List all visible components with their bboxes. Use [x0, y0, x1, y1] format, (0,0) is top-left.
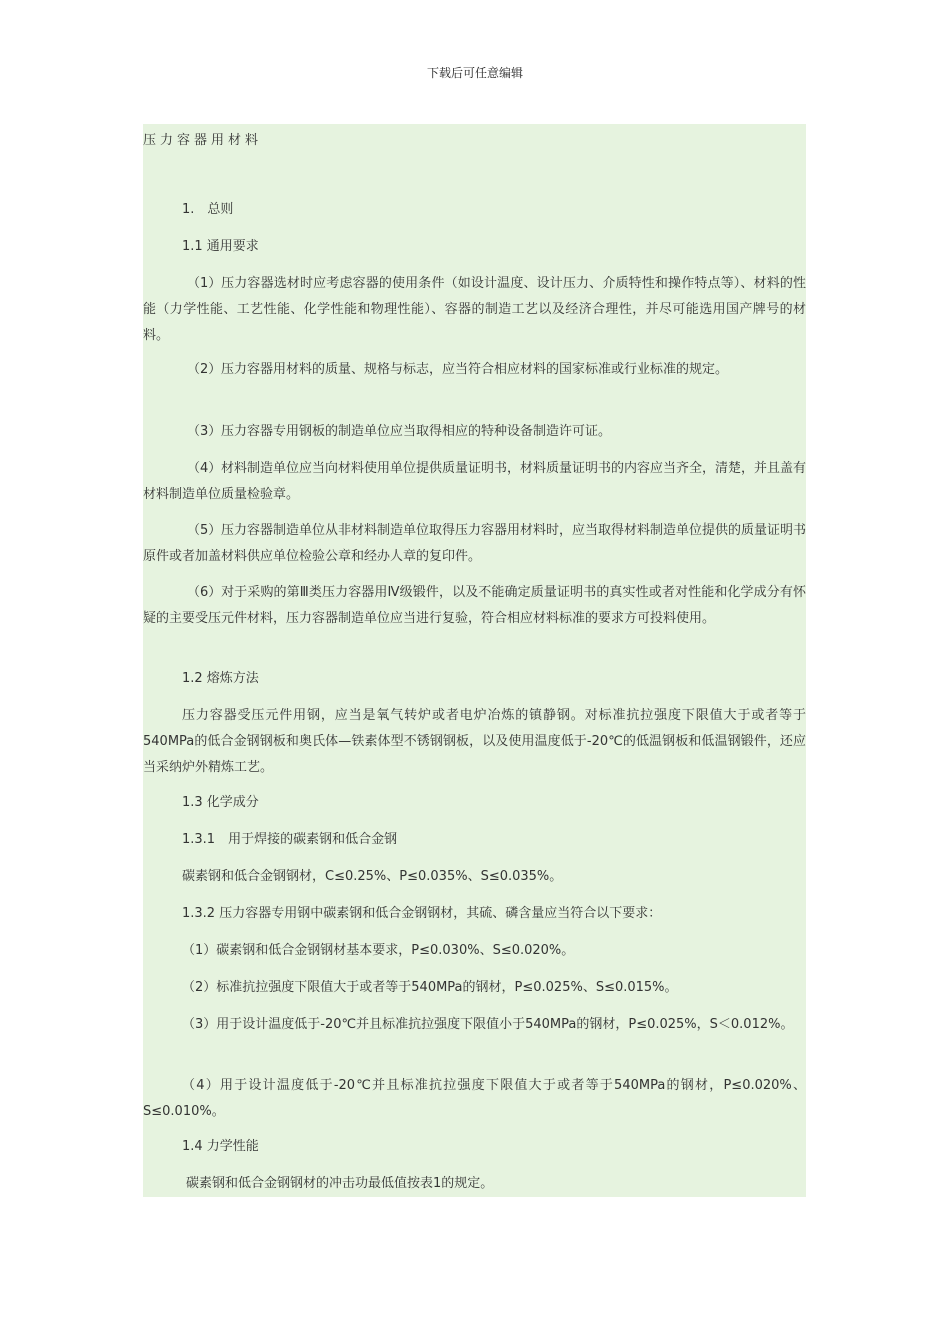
requirement-4: （4）用于设计温度低于-20℃并且标准抗拉强度下限值大于或者等于540MPa的钢材，P≤0.020%、S≤0.010%。 [143, 1078, 806, 1119]
requirement-2: （2）标准抗拉强度下限值大于或者等于540MPa的钢材，P≤0.025%、S≤0.015%。 [182, 980, 678, 995]
item-number: （5） [187, 523, 222, 538]
section-1-4-text: 碳素钢和低合金钢钢材的冲击功最低值按表1的规定。 [186, 1176, 494, 1191]
list-item-5 [143, 518, 806, 570]
item-text: 压力容器选材时应考虑容器的使用条件（如设计温度、设计压力、介质特性和操作特点等）、材料的性能（力学性能、工艺性能、化学性能和物理性能）、容器的制造工艺以及经济合理性，并尽可能选用国产牌号的材料。 [143, 276, 806, 343]
list-item-3 [143, 419, 806, 445]
item-number: （6） [187, 585, 222, 600]
section-1-heading: 1. 总则 [182, 202, 234, 217]
document-title: 压力容器用材料 [143, 133, 263, 148]
item-text: 压力容器专用钢板的制造单位应当取得相应的特种设备制造许可证。 [221, 424, 612, 439]
list-item-4 [143, 456, 806, 508]
section-1-2-heading: 1.2 熔炼方法 [182, 671, 259, 686]
section-1-3-heading: 1.3 化学成分 [182, 795, 259, 810]
list-item-6 [143, 580, 806, 632]
item-number: （4） [187, 461, 222, 476]
page-header: 下载后可任意编辑 [426, 66, 523, 80]
item-text: 对于采购的第Ⅲ类压力容器用Ⅳ级锻件，以及不能确定质量证明书的真实性或者对性能和化学成分有怀疑的主要受压元件材料，压力容器制造单位应当进行复验，符合相应材料标准的要求方可投料使用。 [143, 585, 806, 626]
section-1-3-1-heading: 1.3.1 用于焊接的碳素钢和低合金钢 [182, 832, 398, 847]
requirement-1: （1）碳素钢和低合金钢钢材基本要求，P≤0.030%、S≤0.020%。 [182, 943, 575, 958]
item-text: 压力容器制造单位从非材料制造单位取得压力容器用材料时，应当取得材料制造单位提供的质量证明书原件或者加盖材料供应单位检验公章和经办人章的复印件。 [143, 523, 807, 564]
section-1-3-1-text: 碳素钢和低合金钢钢材，C≤0.25%、P≤0.035%、S≤0.035%。 [182, 869, 563, 884]
section-1-4-heading: 1.4 力学性能 [182, 1139, 259, 1154]
item-text: 材料制造单位应当向材料使用单位提供质量证明书，材料质量证明书的内容应当齐全，清楚，并且盖有材料制造单位质量检验章。 [143, 461, 807, 502]
item-number: （2） [187, 362, 222, 377]
section-1-1-heading: 1.1 通用要求 [182, 239, 259, 254]
list-item-1 [143, 271, 806, 349]
item-text: 压力容器用材料的质量、规格与标志，应当符合相应材料的国家标准或行业标准的规定。 [221, 362, 729, 377]
section-1-3-2-heading: 1.3.2 压力容器专用钢中碳素钢和低合金钢钢材，其硫、磷含量应当符合以下要求： [182, 906, 662, 921]
section-1-2-text: 压力容器受压元件用钢，应当是氧气转炉或者电炉冶炼的镇静钢。对标准抗拉强度下限值大于或者等于540MPa的低合金钢钢板和奥氏体—铁素体型不锈钢钢板，以及使用温度低于-20℃的低温钢板和低温钢锻件，还应当采纳炉外精炼工艺。 [143, 708, 806, 775]
document-body [143, 124, 806, 1197]
requirement-3: （3）用于设计温度低于-20℃并且标准抗拉强度下限值小于540MPa的钢材，P≤0.025%，S＜0.012%。 [182, 1017, 794, 1032]
list-item-2 [143, 357, 806, 383]
item-number: （3） [187, 424, 222, 439]
item-number: （1） [187, 276, 222, 291]
